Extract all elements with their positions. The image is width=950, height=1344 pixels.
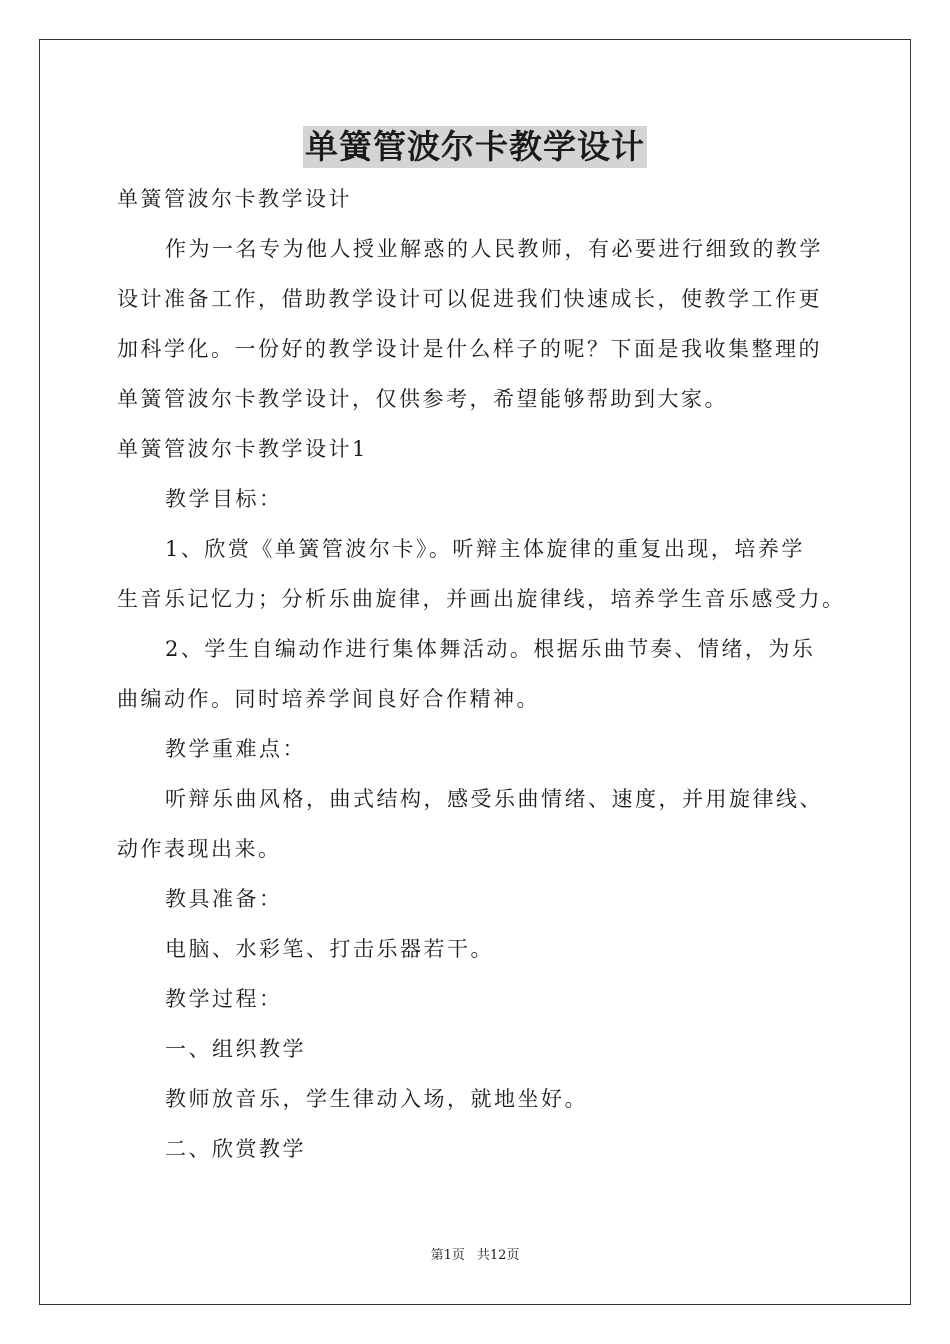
paragraph-line: 设计准备工作，借助教学设计可以促进我们快速成长，使教学工作更 [117, 287, 822, 311]
paragraph-line: 教学过程： [165, 987, 283, 1011]
paragraph-line: 电脑、水彩笔、打击乐器若干。 [165, 937, 494, 961]
page-border [39, 39, 911, 1305]
page-number: 第1页 [430, 1248, 465, 1263]
paragraph-line: 生音乐记忆力；分析乐曲旋律，并画出旋律线，培养学生音乐感受力。 [117, 587, 846, 611]
paragraph-line: 单簧管波尔卡教学设计，仅供参考，希望能够帮助到大家。 [117, 387, 728, 411]
paragraph-line: 2、学生自编动作进行集体舞活动。根据乐曲节奏、情绪，为乐 [165, 637, 816, 661]
paragraph-line: 教学重难点： [165, 737, 306, 761]
paragraph-line: 教师放音乐，学生律动入场，就地坐好。 [165, 1087, 588, 1111]
paragraph-line: 加科学化。一份好的教学设计是什么样子的呢？下面是我收集整理的 [117, 337, 822, 361]
paragraph-line: 教学目标： [165, 487, 283, 511]
page-footer [0, 1247, 950, 1265]
paragraph-line: 曲编动作。同时培养学间良好合作精神。 [117, 687, 540, 711]
document-title: 单簧管波尔卡教学设计 [305, 127, 645, 166]
paragraph-line: 教具准备： [165, 887, 283, 911]
section-heading: 单簧管波尔卡教学设计1 [117, 437, 368, 461]
paragraph-line: 听辩乐曲风格，曲式结构，感受乐曲情绪、速度，并用旋律线、 [165, 787, 823, 811]
page-total: 共12页 [476, 1248, 520, 1263]
paragraph-line: 1、欣赏《单簧管波尔卡》。听辩主体旋律的重复出现，培养学 [165, 537, 805, 561]
title-container [0, 126, 950, 168]
paragraph-line: 二、欣赏教学 [165, 1137, 306, 1161]
paragraph-line: 动作表现出来。 [117, 837, 282, 861]
subtitle-line: 单簧管波尔卡教学设计 [117, 187, 352, 211]
paragraph-line: 作为一名专为他人授业解惑的人民教师，有必要进行细致的教学 [165, 237, 823, 261]
paragraph-line: 一、组织教学 [165, 1037, 306, 1061]
